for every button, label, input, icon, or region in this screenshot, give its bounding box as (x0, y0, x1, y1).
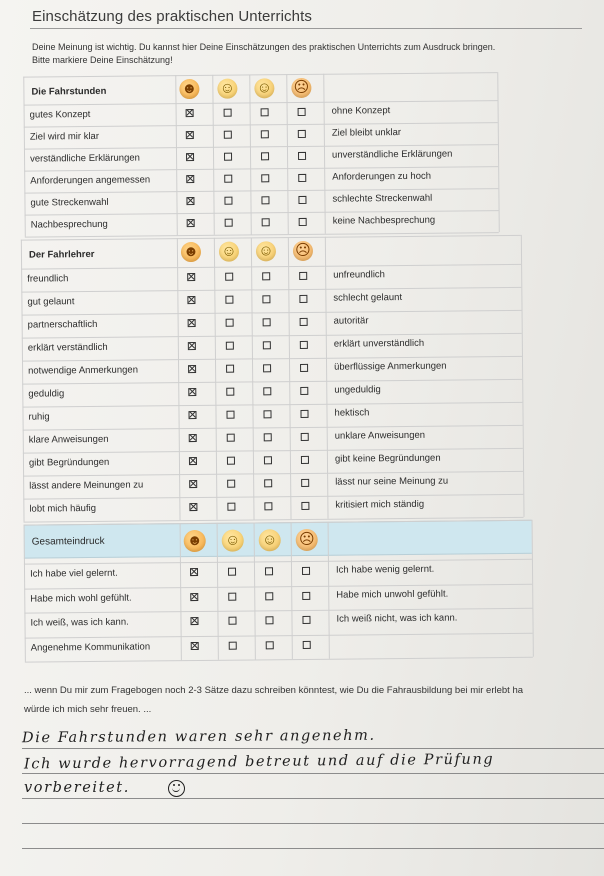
checkbox-checked[interactable] (187, 273, 195, 281)
writing-line (22, 773, 604, 774)
negative-statement: schlechte Streckenwahl (332, 192, 433, 205)
checkbox-empty[interactable] (298, 130, 306, 138)
checkbox-checked[interactable] (188, 411, 196, 419)
negative-statement: Ich weiß nicht, was ich kann. (336, 612, 458, 625)
negative-statement: Habe mich unwohl gefühlt. (336, 588, 449, 601)
negative-statement: autoritär (333, 315, 369, 327)
negative-statement: lässt nur seine Meinung zu (335, 475, 449, 488)
checkbox-checked[interactable] (190, 617, 198, 625)
negative-statement: Ich habe wenig gelernt. (335, 563, 435, 576)
checkbox-empty[interactable] (226, 319, 234, 327)
checkbox-empty[interactable] (261, 130, 269, 138)
checkbox-checked[interactable] (186, 175, 194, 183)
sad-smiley-icon: ☹ (293, 241, 313, 261)
checkbox-empty[interactable] (227, 434, 235, 442)
positive-statement: geduldig (28, 388, 65, 400)
checkbox-empty[interactable] (226, 388, 234, 396)
checkbox-empty[interactable] (265, 616, 273, 624)
checkbox-empty[interactable] (300, 387, 308, 395)
very-happy-smiley-icon: ☻ (181, 242, 201, 262)
checkbox-empty[interactable] (299, 272, 307, 280)
checkbox-empty[interactable] (261, 174, 269, 182)
positive-statement: klare Anweisungen (28, 433, 109, 446)
checkbox-empty[interactable] (262, 272, 270, 280)
checkbox-empty[interactable] (228, 592, 236, 600)
intro-line-2: Bitte markiere Deine Einschätzung! (32, 55, 173, 65)
closing-line-2: würde ich mich sehr freuen. ... (24, 704, 152, 715)
checkbox-checked[interactable] (186, 197, 194, 205)
negative-statement: überflüssige Anmerkungen (334, 360, 447, 373)
negative-statement: Anforderungen zu hoch (332, 170, 432, 183)
checkbox-checked[interactable] (188, 365, 196, 373)
negative-statement: unverständliche Erklärungen (331, 148, 453, 161)
section-title: Der Fahrlehrer (28, 248, 95, 261)
negative-statement: hektisch (334, 407, 370, 419)
neutral-smiley-icon: ☺ (259, 529, 281, 551)
checkbox-empty[interactable] (226, 342, 234, 350)
checkbox-empty[interactable] (226, 365, 234, 373)
sad-smiley-icon: ☹ (291, 78, 311, 98)
checkbox-empty[interactable] (301, 433, 309, 441)
negative-statement: schlecht gelaunt (333, 292, 403, 304)
checkbox-checked[interactable] (190, 568, 198, 576)
checkbox-empty[interactable] (264, 433, 272, 441)
checkbox-checked[interactable] (187, 296, 195, 304)
writing-line (22, 748, 604, 749)
checkbox-empty[interactable] (263, 364, 271, 372)
checkbox-empty[interactable] (299, 295, 307, 303)
negative-statement: unklare Anweisungen (334, 429, 426, 442)
handwritten-line-3: vorbereitet. (24, 780, 130, 796)
writing-line (22, 798, 604, 799)
rating-row (0, 209, 603, 237)
happy-smiley-icon: ☺ (222, 530, 244, 552)
positive-statement: notwendige Anmerkungen (28, 364, 139, 377)
checkbox-empty[interactable] (227, 480, 235, 488)
checkbox-empty[interactable] (225, 273, 233, 281)
positive-statement: verständliche Erklärungen (30, 152, 140, 165)
positive-statement: erklärt verständlich (27, 341, 108, 354)
positive-statement: gut gelaunt (27, 296, 75, 308)
checkbox-empty[interactable] (300, 341, 308, 349)
checkbox-checked[interactable] (186, 131, 194, 139)
positive-statement: Nachbesprechung (30, 218, 108, 231)
checkbox-empty[interactable] (265, 592, 273, 600)
section-title: Gesamteindruck (31, 535, 105, 548)
checkbox-checked[interactable] (191, 641, 199, 649)
neutral-smiley-icon: ☺ (254, 78, 274, 98)
positive-statement: lobt mich häufig (29, 502, 97, 515)
checkbox-empty[interactable] (263, 410, 271, 418)
checkbox-empty[interactable] (302, 567, 310, 575)
positive-statement: freundlich (27, 273, 69, 285)
checkbox-checked[interactable] (189, 457, 197, 465)
checkbox-checked[interactable] (189, 480, 197, 488)
writing-line (22, 823, 604, 824)
checkbox-empty[interactable] (264, 502, 272, 510)
very-happy-smiley-icon: ☻ (179, 79, 199, 99)
checkbox-empty[interactable] (228, 568, 236, 576)
checkbox-empty[interactable] (225, 219, 233, 227)
happy-smiley-icon: ☺ (219, 242, 239, 262)
checkbox-empty[interactable] (225, 296, 233, 304)
section-title: Die Fahrstunden (31, 85, 107, 98)
checkbox-empty[interactable] (266, 641, 274, 649)
checkbox-empty[interactable] (262, 218, 270, 226)
negative-statement: keine Nachbesprechung (332, 214, 436, 227)
checkbox-empty[interactable] (226, 411, 234, 419)
checkbox-checked[interactable] (188, 388, 196, 396)
positive-statement: ruhig (28, 411, 50, 423)
checkbox-checked[interactable] (187, 219, 195, 227)
very-happy-smiley-icon: ☻ (184, 530, 206, 552)
checkbox-empty[interactable] (265, 567, 273, 575)
positive-statement: Ziel wird mir klar (29, 130, 100, 143)
checkbox-empty[interactable] (264, 456, 272, 464)
checkbox-empty[interactable] (299, 218, 307, 226)
checkbox-empty[interactable] (224, 175, 232, 183)
checkbox-empty[interactable] (227, 503, 235, 511)
checkbox-empty[interactable] (224, 197, 232, 205)
positive-statement: gute Streckenwahl (30, 196, 109, 209)
negative-statement: unfreundlich (333, 269, 386, 281)
checkbox-empty[interactable] (301, 502, 309, 510)
neutral-smiley-icon: ☺ (256, 241, 276, 261)
checkbox-empty[interactable] (298, 108, 306, 116)
checkbox-empty[interactable] (302, 616, 310, 624)
checkbox-empty[interactable] (224, 153, 232, 161)
checkbox-empty[interactable] (262, 295, 270, 303)
checkbox-empty[interactable] (298, 174, 306, 182)
checkbox-checked[interactable] (190, 592, 198, 600)
negative-statement: ohne Konzept (331, 105, 391, 117)
positive-statement: Ich weiß, was ich kann. (30, 616, 129, 629)
handwritten-line-2: Ich wurde hervorragend betreut und auf die Prüfung (23, 751, 495, 773)
closing-prompt (24, 681, 604, 719)
checkbox-checked[interactable] (189, 434, 197, 442)
closing-line-1: ... wenn Du mir zum Fragebogen noch 2-3 Sätze dazu schreiben könntest, wie Du die Fahrausbildung bei mir erlebt ha (24, 685, 524, 696)
positive-statement: Ich habe viel gelernt. (29, 567, 118, 580)
positive-statement: gibt Begründungen (28, 456, 110, 469)
happy-smiley-icon: ☺ (217, 79, 237, 99)
positive-statement: partnerschaftlich (27, 318, 98, 331)
checkbox-empty[interactable] (264, 479, 272, 487)
positive-statement: Habe mich wohl gefühlt. (30, 592, 132, 605)
checkbox-empty[interactable] (229, 641, 237, 649)
checkbox-empty[interactable] (300, 364, 308, 372)
checkbox-checked[interactable] (186, 153, 194, 161)
checkbox-empty[interactable] (301, 479, 309, 487)
positive-statement: lässt andere Meinungen zu (29, 479, 144, 492)
checkbox-checked[interactable] (188, 342, 196, 350)
writing-line (22, 848, 604, 849)
checkbox-empty[interactable] (263, 318, 271, 326)
checkbox-empty[interactable] (261, 108, 269, 116)
negative-statement: erklärt unverständlich (333, 337, 425, 350)
checkbox-checked[interactable] (188, 319, 196, 327)
positive-statement: gutes Konzept (29, 109, 91, 121)
checkbox-empty[interactable] (303, 640, 311, 648)
page-title: Einschätzung des praktischen Unterrichts (32, 8, 312, 25)
checkbox-empty[interactable] (301, 456, 309, 464)
handwritten-line-1: Die Fahrstunden waren sehr angenehm. (21, 727, 376, 747)
checkbox-empty[interactable] (263, 387, 271, 395)
checkbox-empty[interactable] (224, 109, 232, 117)
intro-line-1: Deine Meinung ist wichtig. Du kannst hier Deine Einschätzungen des praktischen Unterrichts zum Ausdruck bringen. (32, 42, 496, 52)
handwritten-smiley-icon (168, 780, 185, 797)
checkbox-checked[interactable] (189, 503, 197, 511)
checkbox-empty[interactable] (298, 196, 306, 204)
checkbox-empty[interactable] (302, 591, 310, 599)
checkbox-empty[interactable] (300, 318, 308, 326)
positive-statement: Angenehme Kommunikation (30, 640, 151, 654)
negative-statement: gibt keine Begründungen (334, 452, 441, 465)
negative-statement: kritisiert mich ständig (335, 498, 425, 511)
negative-statement: Ziel bleibt unklar (331, 127, 402, 139)
checkbox-empty[interactable] (261, 196, 269, 204)
checkbox-empty[interactable] (228, 617, 236, 625)
grid-row-line (23, 72, 497, 78)
checkbox-empty[interactable] (263, 341, 271, 349)
checkbox-checked[interactable] (186, 109, 194, 117)
checkbox-empty[interactable] (261, 152, 269, 160)
positive-statement: Anforderungen angemessen (30, 174, 151, 187)
checkbox-empty[interactable] (224, 131, 232, 139)
checkbox-empty[interactable] (298, 152, 306, 160)
checkbox-empty[interactable] (300, 410, 308, 418)
sad-smiley-icon: ☹ (296, 529, 318, 551)
negative-statement: ungeduldig (334, 384, 381, 396)
checkbox-empty[interactable] (227, 457, 235, 465)
